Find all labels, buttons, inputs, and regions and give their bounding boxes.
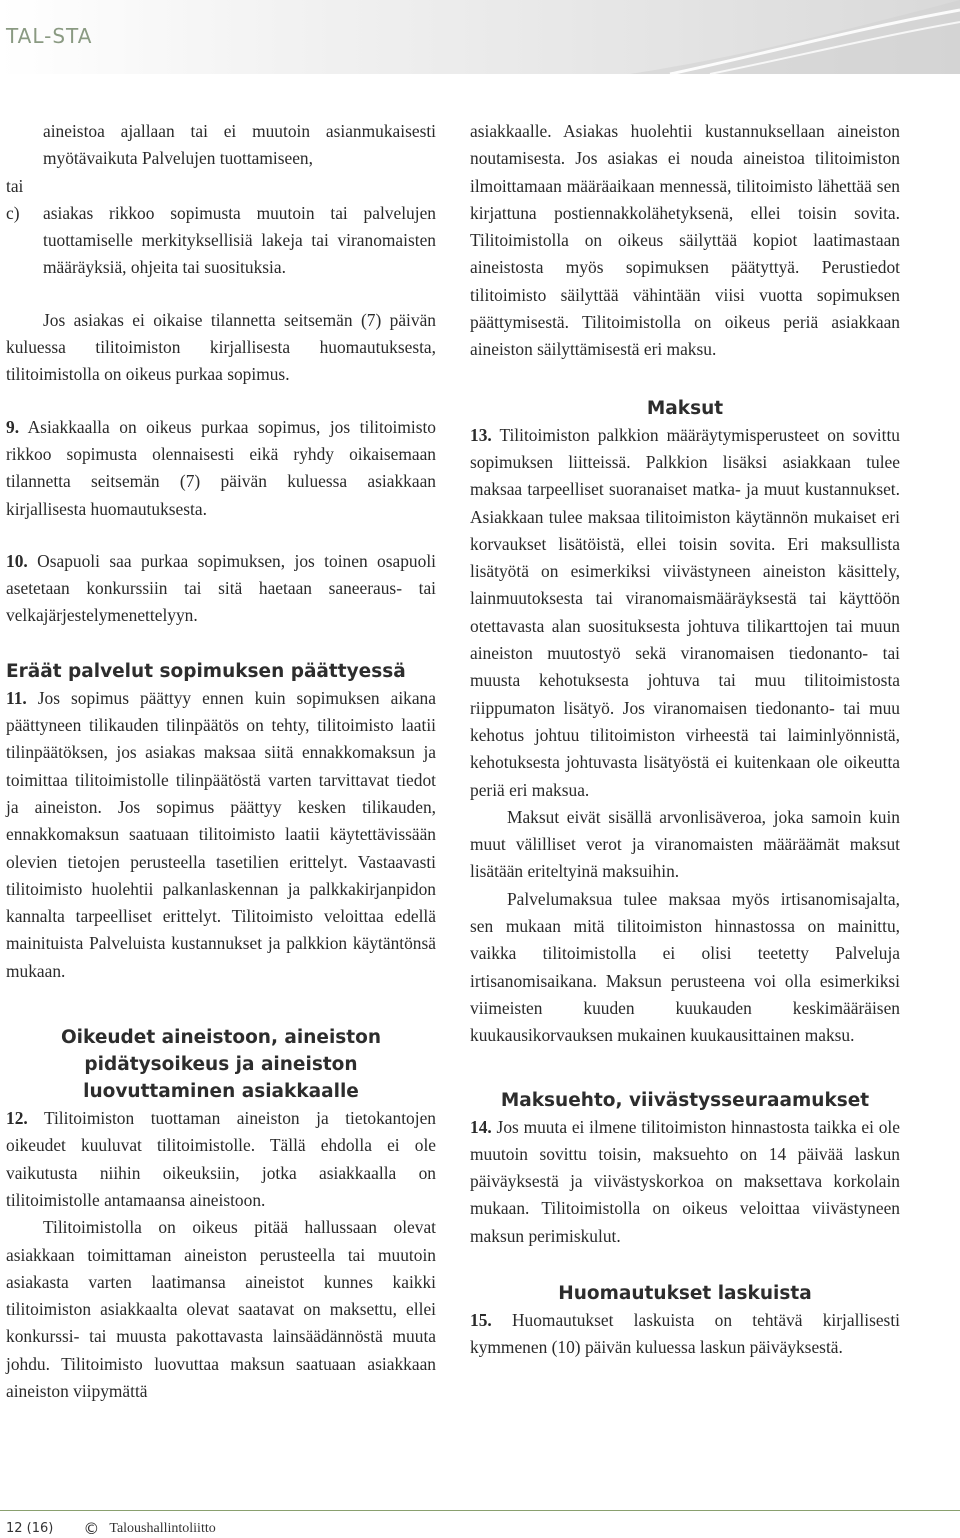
heading-maksuehto: Maksuehto, viivästysseuraamukset — [500, 1089, 870, 1111]
heading-huomautukset: Huomautukset laskuista — [558, 1282, 812, 1304]
clause-12-continued: asiakkaalle. Asiakas huolehtii kustannuksellaan aineiston noutamisesta. Jos asiakas ei nouda aineistoa tilitoimiston ilmoittamaan määräaikaan mennessä, tilitoimisto lähettää sen kirjattuna postiennakkolähetyksenä, ellei toisin sovita. Tilitoimistolla on oikeus säilyttää kopiot laatimastaan aineistosta myös sopimuksen päätyttyä. Perustiedot tilitoimisto säilyttää vähintään viisi vuotta sopimuksen päättymisestä. Tilitoimistolla on oikeus periä asiakkaan aineiston säilyttämisestä eri maksu. — [470, 121, 900, 360]
heading-eraat-palvelut: Eräät palvelut sopimuksen päättyessä — [6, 660, 406, 682]
clause-10-text: Osapuoli saa purkaa sopimuksen, jos toinen osapuoli asetetaan konkurssiin tai sitä haetaan saneeraus- tai velkajärjestelymenettelyyn. — [6, 550, 436, 626]
clause-12 — [6, 1105, 436, 1214]
clause-13-number: 13. — [470, 424, 492, 445]
clause-13-paragraph-3: Palvelumaksua tulee maksaa myös irtisanomisajalta, sen mukaan mitä tilitoimiston hinnastossa on mainittu, vaikka tilitoimistolla ei olisi teetetty Palveluja irtisanomisaikana. Maksun perusteena voi olla esimerkiksi viimeisten kuuden kuukauden keskimääräisen kuukausikorvauksen mukainen kuukausittainen maksu. — [470, 888, 900, 1046]
list-item-b — [6, 118, 436, 173]
clause-14 — [470, 1114, 900, 1250]
clause-10 — [6, 548, 436, 630]
clause-15-text: Huomautukset laskuista on tehtävä kirjallisesti kymmenen (10) päivän kuluessa laskun päiväyksestä. — [470, 1309, 900, 1358]
heading-maksut: Maksut — [646, 397, 724, 419]
clause-11-text: Jos sopimus päättyy ennen kuin sopimuksen aikana päättyneen tilikauden tilinpäätös on tehty, tilitoimisto laatii tilinpäätöksen, jos asiakas maksaa siitä ennakkomaksun ja toimittaa tilitoimistolle tilinpäätöstä varten tarvittavat tiedot ja aineiston. Jos sopimus päättyy kesken tilikauden, ennakkomaksun saatuaan tilitoimisto laatii käytettävissään olevien tietojen perusteella tasetilien erittelyt. Vastaavasti tilitoimisto huolehtii palkanlaskennan ja palkkakirjanpidon kannalta tarpeelliset erittelyt. Tilitoimisto veloittaa edellä mainituista Palveluista kustannukset ja palkkion käytäntönsä mukaan. — [6, 687, 436, 981]
footer — [6, 1519, 216, 1538]
clause-14-text: Jos muuta ei ilmene tilitoimiston hinnastosta taikka ei ole muutoin sovittu toisin, maksuehto on 14 päivää laskun päiväyksestä ja viivästyskorkoa on maksettava korkolain mukaan. Tilitoimistolla on oikeus veloittaa viivästyneen maksun perimiskulut. — [470, 1116, 900, 1246]
clause-14-number: 14. — [470, 1116, 492, 1137]
clause-15-number: 15. — [470, 1309, 492, 1330]
clause-13 — [470, 422, 900, 804]
footer-rule — [0, 1510, 960, 1511]
clause-9-number: 9. — [6, 416, 20, 437]
copyright-icon: © — [83, 1519, 100, 1538]
list-item-c-marker: c) — [6, 202, 20, 223]
clause-11 — [6, 685, 436, 985]
running-header: TAL-STA — [6, 24, 93, 48]
left-column — [6, 118, 436, 1405]
heading-oikeudet-aineistoon: Oikeudet aineistoon, aineiston pidätysoikeus ja aineiston luovuttaminen asiakkaalle — [60, 1027, 382, 1103]
list-item-c — [6, 200, 436, 282]
list-item-c-text: asiakas rikkoo sopimusta muutoin tai palvelujen tuottamiselle merkityksellisiä lakeja tai viranomaisten määräyksiä, ohjeita tai suosituksia. — [43, 202, 436, 278]
clause-9 — [6, 414, 436, 523]
paragraph-jos-asiakas: Jos asiakas ei oikaise tilannetta seitsemän (7) päivän kuluessa tilitoimiston kirjallisesta huomautuksesta, tilitoimistolla on oikeus purkaa sopimus. — [6, 309, 436, 385]
clause-13-paragraph-2: Maksut eivät sisällä arvonlisäveroa, joka samoin kuin muut välilliset verot ja viranomaisten määräämät maksut lisätään eriteltyinä maksuihin. — [470, 806, 900, 882]
clause-13-text: Tilitoimiston palkkion määräytymisperusteet on sovittu sopimuksen liitteissä. Palkkion lisäksi asiakkaan tulee maksaa tarpeelliset suoranaiset matka- ja muut kustannukset. Asiakkaan tulee maksaa tilitoimiston käytännön mukaiset eri korvaukset lisätöistä, ellei toisin sovita. Eri maksullista lisätyötä on esimerkiksi viivästyneen aineiston käsittely, lainmuutoksesta tai viranomaismääräyksestä tai käyttöön otettavasta alan suosituksesta johtuva tilikarttojen tai muun aineiston muutostyö sekä viranomaisen tiedonanto- tai muusta kehotuksesta johtuva tai muu tilitoimistosta riippumaton lisätyö. Jos viranomaisen tiedonanto- tai muu kehotus johtuu tilitoimiston virheestä tai laiminlyönnistä, kehotuksesta johtuvasta lisätyöstä ei kuitenkaan ole oikeutta periä eri maksua. — [470, 424, 900, 800]
list-item-b-text: aineistoa ajallaan tai ei muutoin asianmukaisesti myötävaikuta Palvelujen tuottamiseen, — [43, 121, 436, 169]
publisher-name: Taloushallintoliitto — [109, 1520, 216, 1536]
clause-15 — [470, 1307, 900, 1362]
clause-12-number: 12. — [6, 1108, 28, 1129]
clause-12-paragraph-2: Tilitoimistolla on oikeus pitää hallussaan olevat asiakkaan toimittaman aineiston perusteella tai muutoin asiakasta varten laatimansa aineistot kunnes kaikki tilitoimiston asiakkaalta olevat saatavat on maksettu, ellei konkurssi- tai muusta pakottavasta lainsäädännöstä muuta johdu. Tilitoimisto luovuttaa maksun saatuaan asiakkaan aineiston viipymättä — [6, 1217, 436, 1401]
list-connector: tai — [6, 175, 24, 196]
clause-10-number: 10. — [6, 550, 28, 571]
clause-12-text: Tilitoimiston tuottaman aineiston ja tietokantojen oikeudet kuuluvat tilitoimistolle. Tällä ehdolla ei ole vaikutusta niihin oikeuksiin, jotka asiakkaalla on tilitoimistolle antamaansa aineistoon. — [6, 1108, 436, 1210]
clause-9-text: Asiakkaalla on oikeus purkaa sopimus, jos tilitoimisto rikkoo sopimusta olennaisesti eikä ryhdy oikaisemaan tilannetta seitsemän (7) päivän kuluessa asiakkaan kirjallisesta huomautuksesta. — [6, 416, 436, 519]
right-column — [470, 118, 900, 1362]
page-number: 12 (16) — [6, 1521, 54, 1536]
header-decoration — [630, 0, 960, 74]
clause-11-number: 11. — [6, 687, 27, 708]
